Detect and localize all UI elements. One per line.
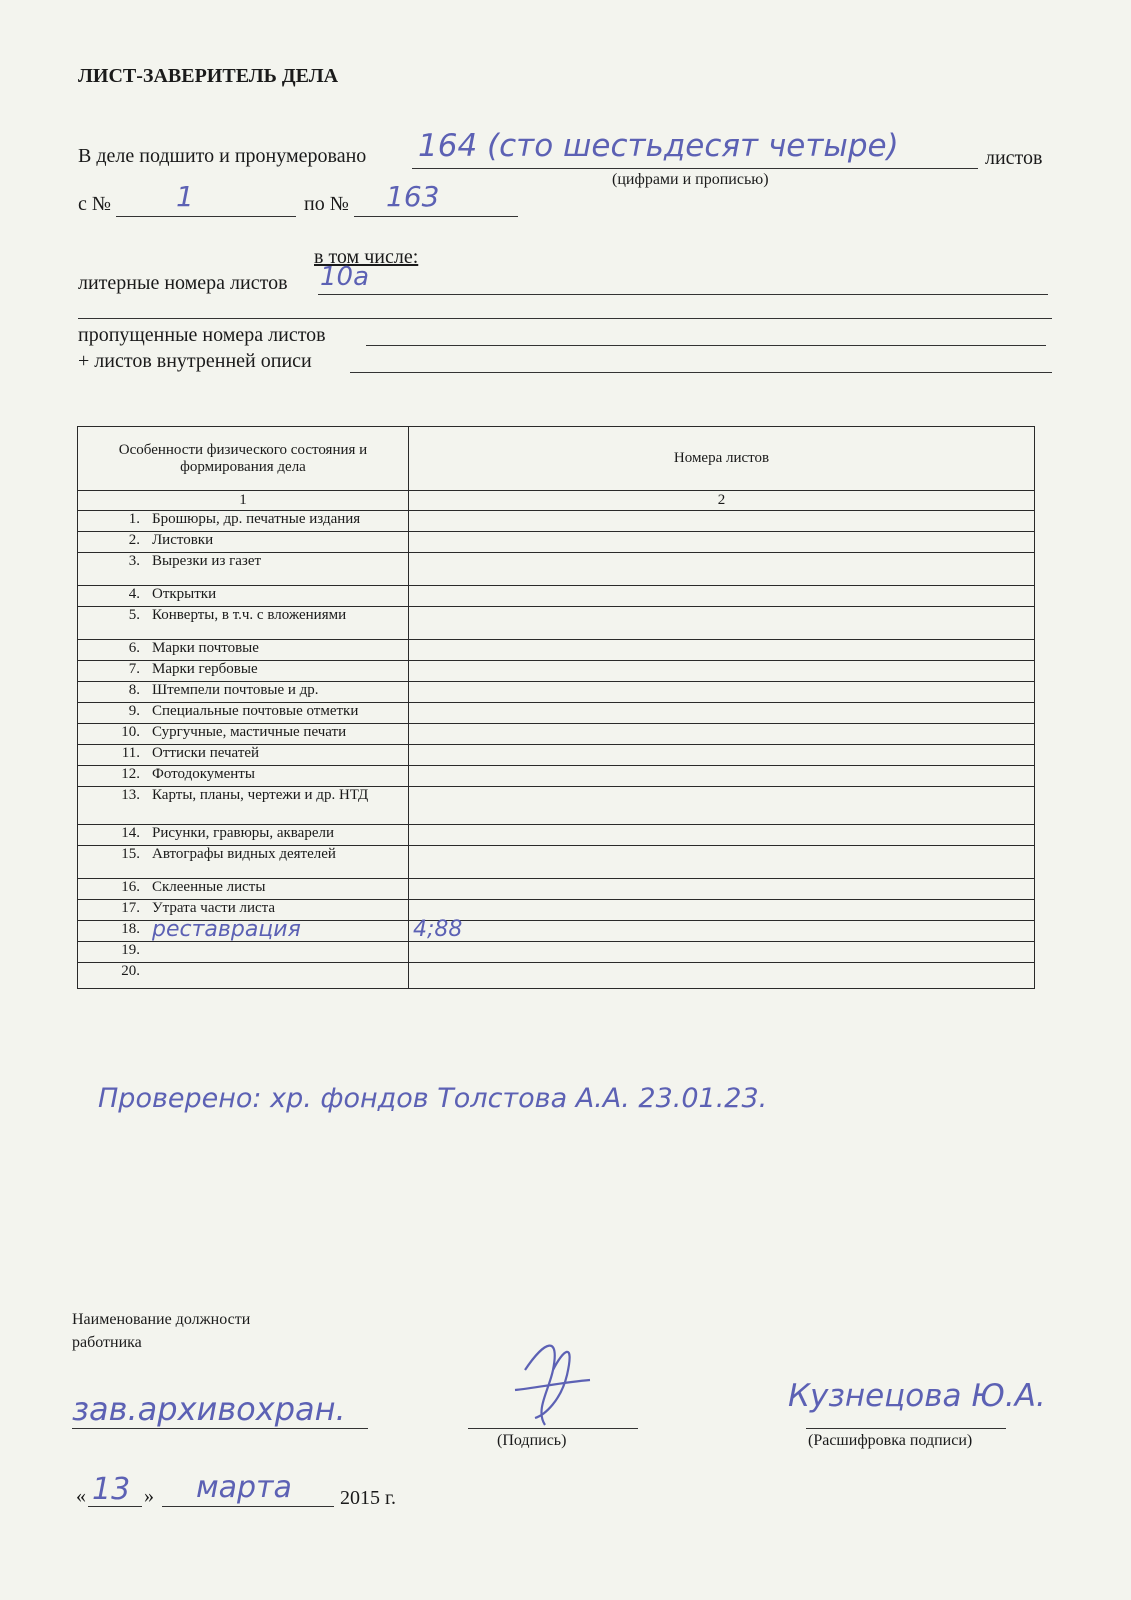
from-underline <box>116 216 296 217</box>
row-sheet-numbers <box>409 661 1035 682</box>
letter-underline <box>318 294 1048 295</box>
table-row <box>78 532 1035 553</box>
signature-underline <box>468 1428 638 1429</box>
check-note: Проверено: хр. фондов Толстова А.А. 23.01.23. <box>98 1083 768 1114</box>
row-label: Марки почтовые <box>152 640 259 656</box>
row-sheet-numbers <box>409 703 1035 724</box>
row-sheet-numbers <box>409 879 1035 900</box>
row-number: 16. <box>121 879 140 895</box>
col2-header: Номера листов <box>409 427 1035 491</box>
signature-mark <box>505 1330 595 1430</box>
col2-number: 2 <box>409 491 1035 511</box>
to-value: 163 <box>386 180 440 213</box>
table-row <box>78 724 1035 745</box>
signature-caption: (Подпись) <box>497 1432 567 1449</box>
row-sheet-numbers <box>409 942 1035 963</box>
row-number: 14. <box>121 825 140 841</box>
table-row <box>78 640 1035 661</box>
row-number: 6. <box>128 640 140 656</box>
date-month-underline <box>162 1506 334 1507</box>
table-row <box>78 963 1035 989</box>
row-number: 12. <box>121 766 140 782</box>
letter-label: литерные номера листов <box>78 272 288 294</box>
col1-number: 1 <box>78 491 409 511</box>
row-number: 19. <box>121 942 140 958</box>
table-row <box>78 661 1035 682</box>
inner-label: + листов внутренней описи <box>78 350 312 372</box>
table-row <box>78 607 1035 640</box>
to-underline <box>354 216 518 217</box>
row-number: 18. <box>121 921 140 937</box>
row-number: 4. <box>128 586 140 602</box>
row-label: Конверты, в т.ч. с вложениями <box>152 607 347 623</box>
count-suffix: листов <box>985 147 1043 169</box>
table-row <box>78 921 1035 942</box>
row-label: Листовки <box>152 532 214 548</box>
row-label: Специальные почтовые отметки <box>152 703 359 719</box>
row-label: Сургучные, мастичные печати <box>152 724 347 740</box>
row-sheet-numbers <box>409 825 1035 846</box>
table-row <box>78 682 1035 703</box>
table-row <box>78 703 1035 724</box>
row-label: Карты, планы, чертежи и др. НТД <box>152 787 369 803</box>
row-label: Автографы видных деятелей <box>152 846 336 862</box>
date-day: 13 <box>92 1472 131 1507</box>
letter-underline-2 <box>78 318 1052 319</box>
row-number: 8. <box>128 682 140 698</box>
count-underline <box>412 168 978 169</box>
from-label: с № <box>78 193 111 215</box>
row-number: 5. <box>128 607 140 623</box>
page-title: ЛИСТ-ЗАВЕРИТЕЛЬ ДЕЛА <box>78 65 339 87</box>
row-label: Рисунки, гравюры, акварели <box>152 825 335 841</box>
letter-value: 10а <box>320 262 370 292</box>
row-label: реставрация <box>152 917 301 942</box>
row-label: Брошюры, др. печатные издания <box>152 511 361 527</box>
row-number: 15. <box>121 846 140 862</box>
row-sheet-numbers <box>409 640 1035 661</box>
inner-underline <box>350 372 1052 373</box>
decode-caption: (Расшифровка подписи) <box>808 1432 973 1449</box>
date-open-quote: « <box>76 1485 86 1507</box>
table-row <box>78 879 1035 900</box>
row-sheet-numbers <box>409 745 1035 766</box>
row-number: 11. <box>121 745 140 761</box>
row-number: 7. <box>128 661 140 677</box>
row-sheet-numbers <box>409 900 1035 921</box>
row-label: Открытки <box>152 586 217 602</box>
row-sheet-numbers <box>409 532 1035 553</box>
date-close-quote: » <box>144 1485 154 1507</box>
row-sheet-numbers <box>409 607 1035 640</box>
row-sheet-numbers: 4;88 <box>409 921 1035 942</box>
count-hint: (цифрами и прописью) <box>612 171 769 188</box>
table-row <box>78 942 1035 963</box>
row-number: 3. <box>128 553 140 569</box>
row-number: 2. <box>128 532 140 548</box>
decode-value: Кузнецова Ю.А. <box>788 1378 1046 1414</box>
row-number: 1. <box>128 511 140 527</box>
row-sheet-numbers <box>409 963 1035 989</box>
row-sheet-numbers <box>409 787 1035 825</box>
table-row <box>78 825 1035 846</box>
row-label: Фотодокументы <box>152 766 255 782</box>
missing-label: пропущенные номера листов <box>78 324 326 346</box>
condition-table <box>77 426 1035 989</box>
row-number: 9. <box>128 703 140 719</box>
row-sheet-numbers <box>409 682 1035 703</box>
table-row <box>78 787 1035 825</box>
row-sheet-numbers <box>409 846 1035 879</box>
to-label: по № <box>304 193 349 215</box>
table-row <box>78 553 1035 586</box>
row-number: 17. <box>121 900 140 916</box>
row-number: 20. <box>121 963 140 979</box>
including-label: в том числе: <box>314 246 419 268</box>
table-row <box>78 511 1035 532</box>
row-label: Оттиски печатей <box>152 745 260 761</box>
row-label: Вырезки из газет <box>152 553 262 569</box>
date-month: марта <box>196 1470 292 1505</box>
row-label: Склеенные листы <box>152 879 266 895</box>
row-sheet-numbers <box>409 724 1035 745</box>
row-sheet-numbers <box>409 553 1035 586</box>
table-row <box>78 766 1035 787</box>
position-underline <box>72 1428 368 1429</box>
col1-header: Особенности физического состояния и формирования дела <box>78 427 409 491</box>
missing-underline <box>366 345 1046 346</box>
decode-underline <box>806 1428 1006 1429</box>
row-number: 10. <box>121 724 140 740</box>
table-row <box>78 846 1035 879</box>
row-label: Штемпели почтовые и др. <box>152 682 319 698</box>
row-label: Утрата части листа <box>152 900 276 916</box>
count-prefix: В деле подшито и пронумеровано <box>78 145 367 167</box>
table-row <box>78 586 1035 607</box>
row-number: 13. <box>121 787 140 803</box>
count-handwritten: 164 (сто шестьдесят четыре) <box>418 128 899 164</box>
row-sheet-numbers <box>409 766 1035 787</box>
table-row <box>78 745 1035 766</box>
from-value: 1 <box>176 180 194 213</box>
date-year: 2015 г. <box>340 1487 396 1509</box>
row-label: Марки гербовые <box>152 661 258 677</box>
position-label: Наименование должности работника <box>72 1311 251 1351</box>
position-value: зав.архивохран. <box>72 1390 346 1428</box>
row-sheet-numbers <box>409 511 1035 532</box>
row-sheet-numbers <box>409 586 1035 607</box>
